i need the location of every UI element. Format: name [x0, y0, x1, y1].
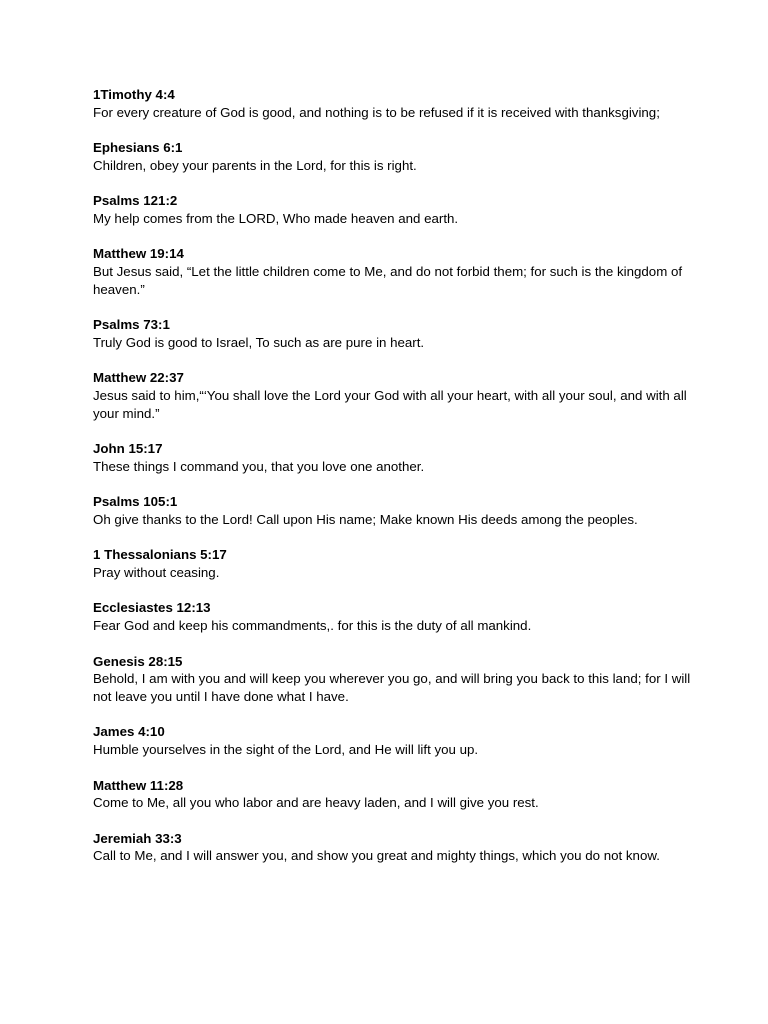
verse-text: For every creature of God is good, and nothing is to be refused if it is received with thanksgiving; [93, 104, 660, 120]
verse-entry [93, 245, 693, 298]
verse-entry [93, 653, 693, 706]
verse-reference: Matthew 11:28 [93, 777, 184, 793]
verse-entry [93, 139, 693, 175]
verse-reference: John 15:17 [93, 441, 163, 457]
verse-reference: Psalms 105:1 [93, 494, 178, 510]
verse-entry [93, 316, 693, 352]
verse-reference: Ecclesiastes 12:13 [93, 600, 211, 616]
verse-reference: Jeremiah 33:3 [93, 830, 182, 846]
verse-entry [93, 86, 693, 122]
verse-entry [93, 723, 693, 759]
verse-entry [93, 830, 693, 866]
verse-reference: Genesis 28:15 [93, 653, 183, 669]
verse-text: Children, obey your parents in the Lord, for this is right. [93, 157, 417, 173]
verse-text: Come to Me, all you who labor and are heavy laden, and I will give you rest. [93, 795, 539, 811]
verse-text: These things I command you, that you love one another. [93, 458, 425, 474]
verse-text: Humble yourselves in the sight of the Lord, and He will lift you up. [93, 742, 479, 758]
verse-entry [93, 777, 693, 813]
verse-reference: Ephesians 6:1 [93, 140, 183, 156]
verse-reference: Matthew 19:14 [93, 246, 184, 262]
verse-entry [93, 599, 693, 635]
verse-reference: James 4:10 [93, 724, 165, 740]
verse-entry [93, 546, 693, 582]
verse-entry [93, 493, 693, 529]
verse-entry [93, 192, 693, 228]
verse-reference: Psalms 73:1 [93, 317, 170, 333]
verse-entry [93, 440, 693, 476]
verse-reference: Matthew 22:37 [93, 370, 184, 386]
verse-text: But Jesus said, “Let the little children come to Me, and do not forbid them; for such is the kingdom of heaven.” [93, 264, 683, 297]
verse-text: Call to Me, and I will answer you, and show you great and mighty things, which you do not know. [93, 848, 660, 864]
verse-text: Fear God and keep his commandments,. for this is the duty of all mankind. [93, 618, 532, 634]
verse-text: Pray without ceasing. [93, 565, 220, 581]
verse-text: Truly God is good to Israel, To such as are pure in heart. [93, 334, 425, 350]
verse-entry [93, 369, 693, 422]
verse-reference: 1Timothy 4:4 [93, 87, 175, 102]
verse-text: My help comes from the LORD, Who made heaven and earth. [93, 210, 459, 226]
verse-reference: Psalms 121:2 [93, 193, 178, 209]
verse-text: Behold, I am with you and will keep you wherever you go, and will bring you back to this land; for I will not leave you until I have done what I have. [93, 671, 691, 705]
verse-text: Oh give thanks to the Lord! Call upon His name; Make known His deeds among the peoples. [93, 512, 638, 528]
document-page [93, 86, 693, 883]
verse-text: Jesus said to him,“‘You shall love the Lord your God with all your heart, with all your soul, and with all your mind.” [93, 388, 687, 421]
verse-reference: 1 Thessalonians 5:17 [93, 547, 227, 563]
